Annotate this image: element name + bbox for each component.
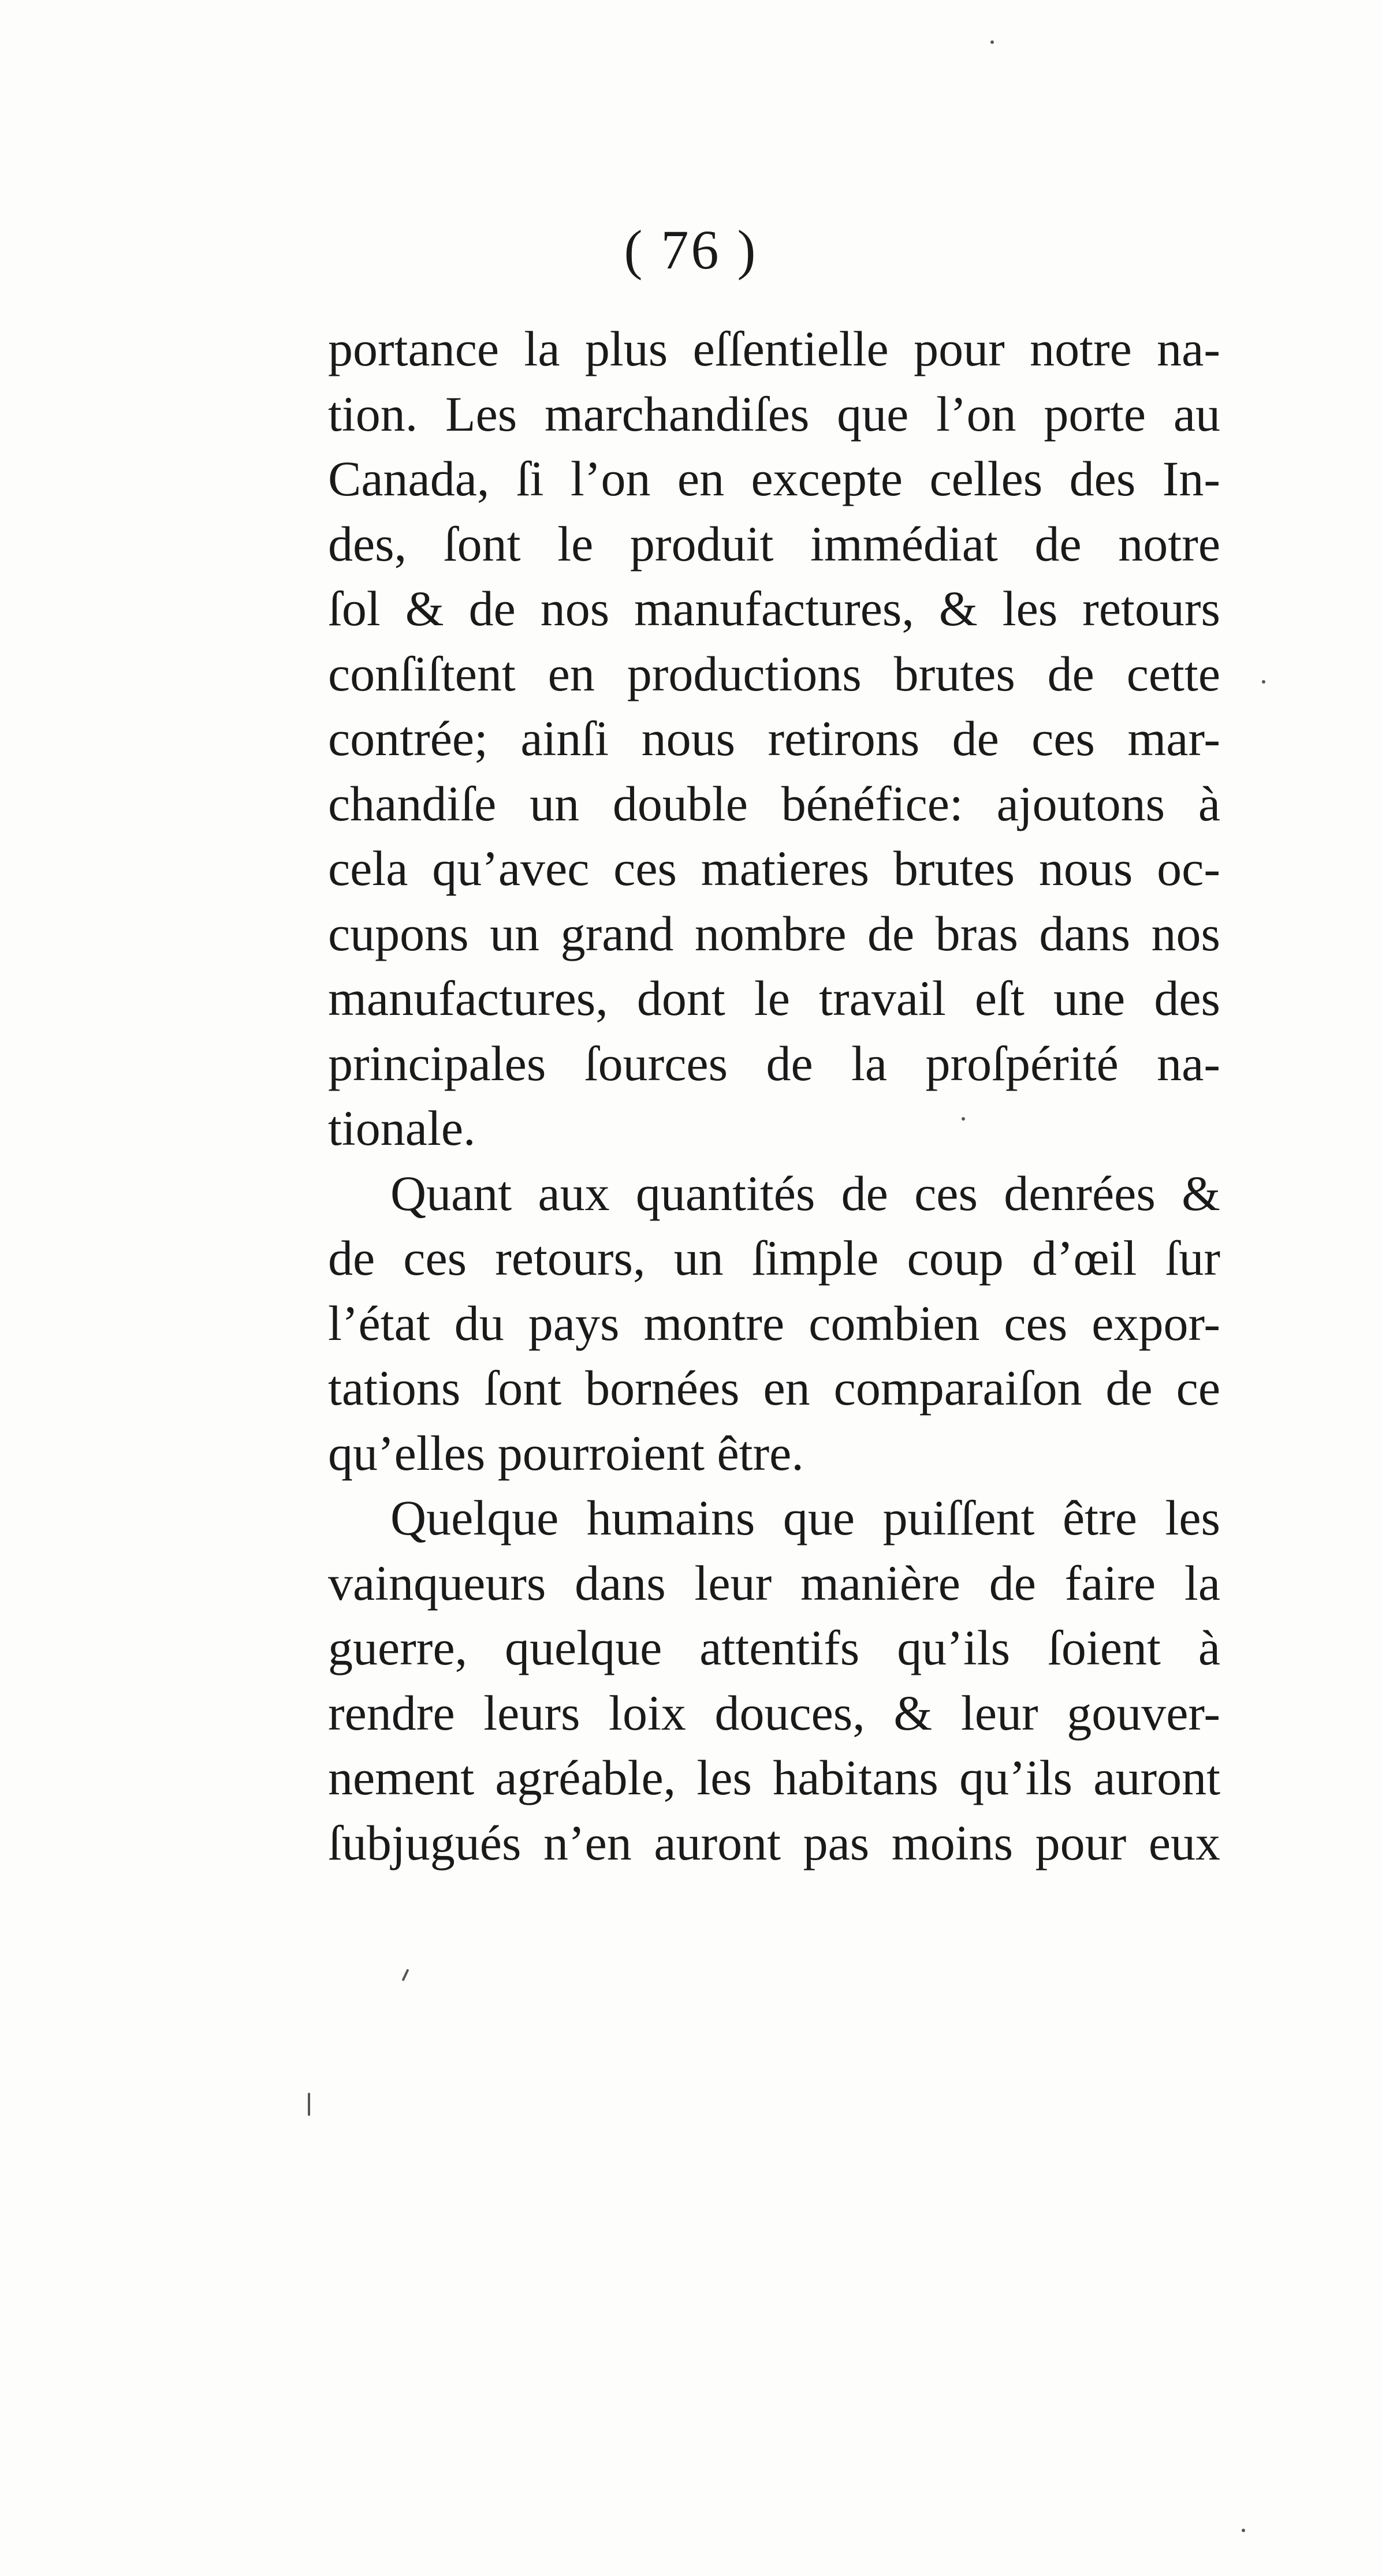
scan-speck (308, 2093, 310, 2116)
text-line: qu’elles pourroient être. (328, 1425, 804, 1481)
text-line: ſol & de nos manufactures, & les retours (328, 581, 1220, 636)
text-line: cela qu’avec ces matieres brutes nous oc- (328, 841, 1220, 896)
text-line: contrée; ainſi nous retirons de ces mar- (328, 711, 1220, 766)
text-line: l’état du pays montre combien ces expor- (328, 1295, 1220, 1351)
text-line: conſiſtent en productions brutes de cette (328, 645, 1220, 701)
text-line: guerre, quelque attentifs qu’ils ſoient à (328, 1620, 1220, 1675)
scan-speck (1242, 2529, 1245, 2532)
text-line: Quant aux quantités de ces denrées & (390, 1165, 1220, 1221)
text-line: principales ſources de la proſpérité na- (328, 1035, 1220, 1091)
scan-speck (990, 40, 994, 44)
paragraph-1 (328, 316, 1220, 1161)
text-line: cupons un grand nombre de bras dans nos (328, 905, 1220, 961)
text-line: Canada, ſi l’on en excepte celles des In- (328, 451, 1220, 506)
text-line: nement agréable, les habitans qu’ils auront (328, 1750, 1220, 1805)
body-text (328, 316, 1220, 1875)
scan-speck (1262, 680, 1265, 684)
text-line: rendre leurs loix douces, & leur gouver- (328, 1685, 1220, 1741)
text-line: tion. Les marchandiſes que l’on porte au (328, 386, 1220, 442)
text-line: portance la plus eſſentielle pour notre na- (328, 321, 1220, 376)
text-line: vainqueurs dans leur manière de faire la (328, 1555, 1220, 1611)
text-line: de ces retours, un ſimple coup d’œil ſur (328, 1230, 1220, 1286)
paragraph-3 (328, 1485, 1220, 1875)
text-line: tations ſont bornées en comparaiſon de ce (328, 1360, 1220, 1416)
text-line: chandiſe un double bénéfice: ajoutons à (328, 775, 1220, 831)
paragraph-2 (328, 1161, 1220, 1486)
text-line: tionale. (328, 1100, 476, 1156)
scan-speck (962, 1117, 965, 1121)
page-number: ( 76 ) (624, 219, 758, 281)
text-line: ſubjugués n’en auront pas moins pour eux (328, 1815, 1220, 1871)
text-line: des, ſont le produit immédiat de notre (328, 516, 1220, 572)
scan-speck (402, 1969, 409, 1981)
text-line: manufactures, dont le travail eſt une des (328, 970, 1220, 1026)
text-line: Quelque humains que puiſſent être les (390, 1490, 1220, 1545)
